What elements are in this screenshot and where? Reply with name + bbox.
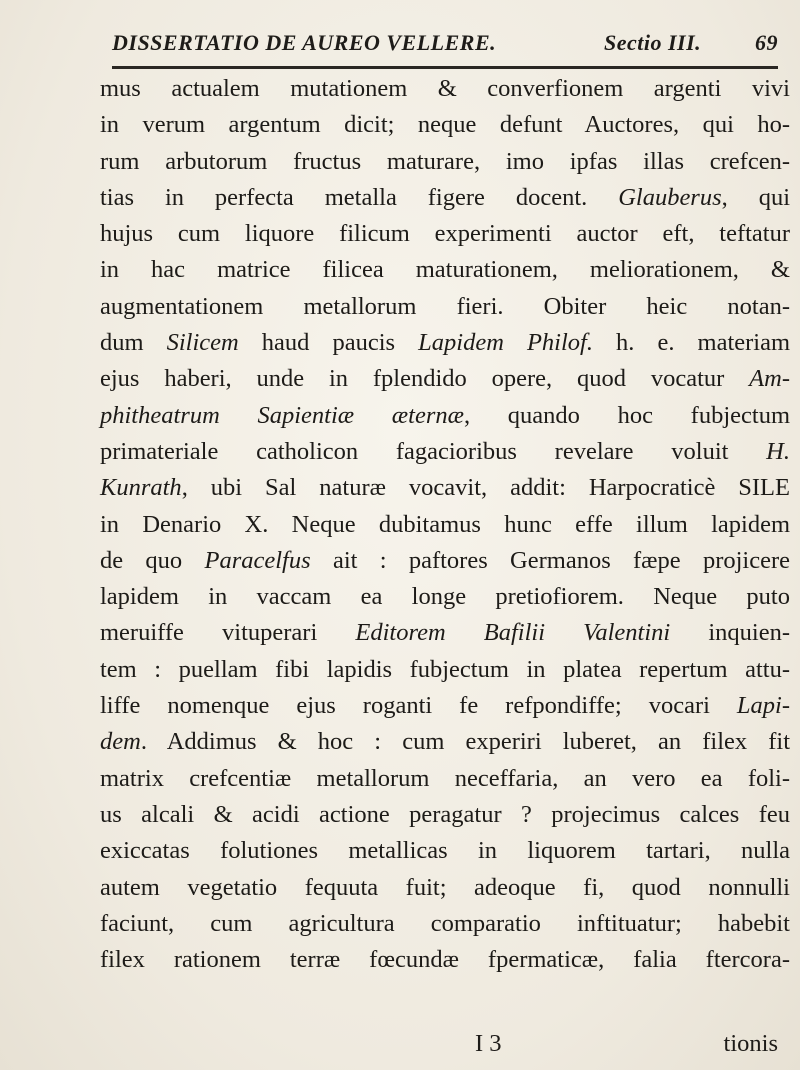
text-run: dum bbox=[100, 329, 167, 357]
text-run: mus actualem mutationem & converfionem argenti vivi bbox=[100, 75, 790, 102]
text-line bbox=[100, 361, 790, 397]
text-run: rum arbutorum fructus maturare, imo ipfas illas crefcen- bbox=[100, 147, 790, 175]
text-line bbox=[100, 107, 790, 143]
text-run: exiccatas folutiones metallicas in liquorem tartari, nulla bbox=[100, 837, 790, 865]
italic-run: Am- bbox=[749, 365, 790, 393]
text-run: , ubi Sal naturæ vocavit, addit: Harpocraticè SILE bbox=[181, 474, 790, 502]
text-run: tias in perfecta metalla figere docent. bbox=[100, 183, 619, 211]
running-head bbox=[112, 30, 778, 64]
italic-run: Silicem bbox=[166, 329, 239, 357]
italic-run: H. bbox=[766, 437, 790, 465]
running-head-section: Sectio III. bbox=[604, 30, 702, 55]
text-run: autem vegetatio fequuta fuit; adeoque fi, quod nonnulli bbox=[100, 873, 790, 901]
text-line bbox=[100, 216, 790, 252]
page-number: 69 bbox=[755, 30, 778, 55]
text-run: hujus cum liquore filicum experimenti auctor eft, teftatur bbox=[100, 220, 790, 248]
text-run: liffe nomenque ejus roganti fe refpondiffe; vocari bbox=[100, 692, 737, 720]
running-head-title: DISSERTATIO DE AUREO VELLERE. bbox=[112, 30, 497, 55]
italic-run: Lapi- bbox=[736, 692, 790, 720]
text-line bbox=[100, 470, 790, 506]
header-rule bbox=[112, 66, 778, 69]
text-line bbox=[100, 615, 790, 651]
italic-run: Glauberus bbox=[618, 183, 722, 211]
text-line bbox=[100, 507, 790, 543]
text-run: ait : paftores Germanos fæpe projicere bbox=[310, 546, 791, 574]
text-run: , quando hoc fubjectum bbox=[463, 401, 790, 429]
text-line bbox=[100, 579, 790, 615]
text-run: de quo bbox=[100, 546, 205, 574]
text-line bbox=[100, 71, 790, 107]
italic-run: phitheatrum Sapientiæ æternæ bbox=[100, 401, 464, 429]
text-run: inquien- bbox=[670, 619, 790, 647]
text-line bbox=[100, 833, 790, 869]
text-line bbox=[100, 652, 790, 688]
page-footer bbox=[100, 1030, 790, 1066]
text-run: tem : puellam fibi lapidis fubjectum in platea repertum attu- bbox=[100, 655, 790, 683]
text-run: haud paucis bbox=[238, 329, 419, 357]
text-line bbox=[100, 942, 790, 978]
text-run: in hac matrice filicea maturationem, meliorationem, & bbox=[100, 256, 790, 284]
text-run: augmentationem metallorum fieri. Obiter heic notan- bbox=[100, 292, 790, 320]
text-line bbox=[100, 724, 790, 760]
text-run: faciunt, cum agricultura comparatio inftituatur; habebit bbox=[100, 909, 790, 937]
italic-run: Lapidem Philof. bbox=[418, 329, 593, 357]
text-line bbox=[100, 543, 790, 579]
text-run: filex rationem terræ fœcundæ fpermaticæ, falia ftercora- bbox=[100, 946, 790, 974]
text-run: primateriale catholicon fagacioribus revelare voluit bbox=[100, 437, 767, 465]
text-run: lapidem in vaccam ea longe pretiofiorem. Neque puto bbox=[100, 583, 790, 611]
italic-run: Paracelfus bbox=[204, 546, 311, 574]
text-line bbox=[100, 761, 790, 797]
text-line bbox=[100, 434, 790, 470]
italic-run: Kunrath bbox=[100, 474, 182, 502]
text-run: in verum argentum dicit; neque defunt Auctores, qui ho- bbox=[100, 111, 790, 139]
italic-run: dem bbox=[100, 728, 141, 756]
text-run: , qui bbox=[721, 183, 791, 211]
text-line bbox=[100, 398, 790, 434]
signature-mark: I 3 bbox=[475, 1030, 502, 1057]
text-line bbox=[100, 906, 790, 942]
text-run: . Addimus & hoc : cum experiri luberet, an filex fit bbox=[140, 728, 790, 756]
text-line bbox=[100, 289, 790, 325]
text-line bbox=[100, 144, 790, 180]
body-text bbox=[100, 71, 790, 978]
text-line bbox=[100, 797, 790, 833]
text-line bbox=[100, 870, 790, 906]
italic-run: Editorem Bafilii Valentini bbox=[355, 619, 671, 647]
text-line bbox=[100, 180, 790, 216]
text-line bbox=[100, 688, 790, 724]
text-line bbox=[100, 325, 790, 361]
text-run: ejus haberi, unde in fplendido opere, quod vocatur bbox=[100, 365, 750, 393]
text-run: matrix crefcentiæ metallorum neceffaria, an vero ea foli- bbox=[100, 764, 790, 792]
text-run: meruiffe vituperari bbox=[100, 619, 356, 647]
text-run: in Denario X. Neque dubitamus hunc effe illum lapidem bbox=[100, 510, 790, 538]
text-run: h. e. materiam bbox=[592, 329, 791, 357]
catchword: tionis bbox=[723, 1030, 778, 1057]
text-run: us alcali & acidi actione peragatur ? projecimus calces feu bbox=[100, 800, 790, 828]
text-line bbox=[100, 252, 790, 288]
